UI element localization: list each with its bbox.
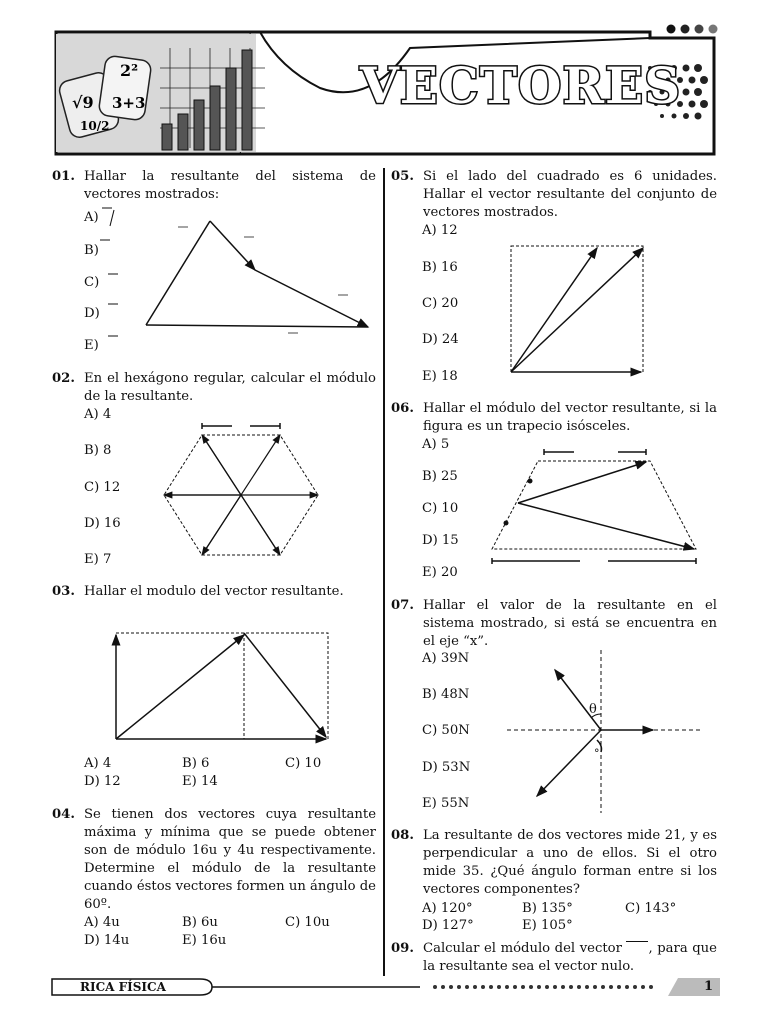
dice-label-2: 2² — [120, 61, 139, 80]
question-07 — [391, 597, 717, 651]
header-dots-decoration — [665, 22, 725, 36]
question-09 — [391, 940, 717, 976]
option-a: A) 39N — [422, 651, 470, 666]
question-text: Hallar el módulo del vector resultante, si la figura es un trapecio isósceles. — [423, 401, 717, 434]
question-text: Hallar la resultante del sistema de vectores mostrados: — [84, 169, 376, 202]
option-e: E) 55N — [422, 796, 470, 811]
dice-label-3: 3+3 — [112, 94, 146, 112]
option-e: E) 20 — [422, 565, 458, 580]
option-c: C) 143° — [625, 901, 677, 916]
footer-label: RICA FÍSICA — [80, 980, 166, 994]
degree-mark: ° — [594, 747, 600, 760]
question-number: 01. — [52, 169, 75, 184]
question-number: 03. — [52, 584, 75, 599]
option-d: D) 24 — [422, 332, 459, 347]
question-01 — [52, 168, 376, 204]
page-number: 1 — [704, 979, 714, 994]
question-03 — [52, 583, 376, 601]
option-d: D) 16 — [84, 516, 121, 531]
question-02 — [52, 370, 376, 406]
option-e: E) 105° — [522, 918, 573, 933]
question-text-part-b: , para que la resultante sea el vector nulo. — [423, 941, 717, 974]
option-c: C) 10u — [285, 915, 330, 930]
question-text: La resultante de dos vectores mide 21, y es perpendicular a uno de ellos. Si el otro mide 35. ¿Qué ángulo forman entre si los vectores componentes? — [423, 828, 717, 897]
option-d: D) — [84, 306, 100, 321]
option-b: B) 8 — [84, 443, 112, 458]
question-number: 02. — [52, 371, 75, 386]
question-05 — [391, 168, 717, 222]
figure-q07-forces — [505, 648, 705, 818]
option-b: B) 16 — [422, 260, 458, 275]
figure-q01-vectors — [140, 215, 380, 335]
option-a: A) 5 — [422, 437, 450, 452]
option-a: A) 120° — [422, 901, 473, 916]
option-e: E) 7 — [84, 552, 112, 567]
option-c: C) 12 — [84, 480, 121, 495]
option-b: B) 6 — [182, 756, 210, 771]
vector-symbol — [626, 941, 648, 942]
option-b: B) 48N — [422, 687, 470, 702]
figure-q06-trapezoid — [488, 445, 700, 573]
question-number: 06. — [391, 401, 414, 416]
option-b: B) 135° — [522, 901, 573, 916]
option-b: B) — [84, 243, 99, 258]
option-e: E) 16u — [182, 933, 227, 948]
question-text: En el hexágono regular, calcular el módulo de la resultante. — [84, 371, 376, 404]
option-a: A) — [84, 210, 99, 225]
option-a: A) 4u — [84, 915, 120, 930]
option-c: C) 10 — [285, 756, 322, 771]
page-title: VECTORES — [360, 56, 682, 115]
option-a: A) 4 — [84, 407, 112, 422]
option-vector-arrows — [100, 200, 120, 340]
figure-q02-hexagon — [160, 415, 325, 560]
option-c: C) 20 — [422, 296, 459, 311]
option-b: B) 25 — [422, 469, 458, 484]
option-d: D) 127° — [422, 918, 474, 933]
angle-theta-label: θ — [589, 702, 597, 717]
option-c: C) — [84, 275, 100, 290]
question-number: 04. — [52, 807, 75, 822]
figure-q05-square — [505, 240, 650, 380]
header-banner — [50, 28, 720, 158]
option-b: B) 6u — [182, 915, 218, 930]
option-e: E) — [84, 338, 99, 353]
question-text-wrapper — [423, 940, 717, 976]
option-d: D) 14u — [84, 933, 130, 948]
question-text: Se tienen dos vectores cuya resultante máxima y mínima que se puede obtener son de módulo 16u y 4u respectivamente. Determine el módulo de la resultante cuando éstos vectores formen un ángulo de 60º. — [84, 807, 376, 912]
dice-label-1: √9 — [72, 93, 94, 112]
question-08 — [391, 827, 717, 899]
question-text: Hallar el modulo del vector resultante. — [84, 584, 344, 599]
option-e: E) 18 — [422, 369, 458, 384]
question-number: 05. — [391, 169, 414, 184]
option-d: D) 53N — [422, 760, 471, 775]
question-number: 09. — [391, 941, 414, 956]
dice-label-4: 10/2 — [80, 119, 110, 133]
option-d: D) 12 — [84, 774, 121, 789]
question-text: Hallar el valor de la resultante en el sistema mostrado, si está se encuentra en el eje “x”. — [423, 598, 717, 649]
question-number: 07. — [391, 598, 414, 613]
figure-q03-vectors — [108, 625, 336, 747]
option-d: D) 15 — [422, 533, 459, 548]
option-a: A) 12 — [422, 223, 458, 238]
question-06 — [391, 400, 717, 436]
option-c: C) 10 — [422, 501, 459, 516]
question-number: 08. — [391, 828, 414, 843]
option-a: A) 4 — [84, 756, 112, 771]
question-text: Si el lado del cuadrado es 6 unidades. Hallar el vector resultante del conjunto de vectores mostrados. — [423, 169, 717, 220]
question-text-part-a: Calcular el módulo del vector — [423, 941, 622, 956]
option-e: E) 14 — [182, 774, 218, 789]
column-divider — [383, 168, 385, 976]
option-c: C) 50N — [422, 723, 470, 738]
question-04 — [52, 806, 376, 914]
